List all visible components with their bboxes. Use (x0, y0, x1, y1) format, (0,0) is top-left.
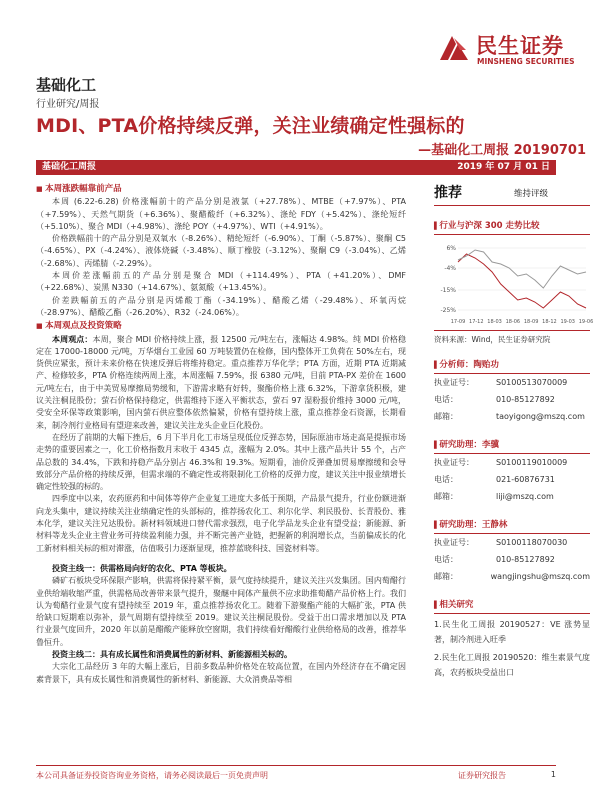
series-line-0 (458, 254, 586, 308)
contact-value: S0100118070030 (496, 538, 568, 547)
contact-row (434, 534, 590, 551)
contact-row (434, 454, 590, 471)
contact-value: 021-60876731 (496, 475, 555, 484)
paragraph: 在经历了前期的大幅下挫后，6 月下半月化工市场呈现低位反弹态势，国际原油市场走高是提振市场走势的重要因素之一，化工价格指数月末收于 4345 点，涨幅为 2.0%。其中上涨产品共计 55 个，占产品总数的 34.4%，下跌和持稳产品分别占 46.3%和 19.3%。短期看，油价反弹叠加贸易摩擦缓和会导致部分产品价格的持续反弹，但需求端的不确定性或将限制化工价格的反弹力度，建议关注中报业绩增长确定性较强的标的。 (36, 432, 406, 492)
contact-key: 电话： (434, 475, 458, 484)
paragraph: 大宗化工品经历 3 年的大幅上涨后，目前多数品种价格处在较高位置，在国内外经济存在不确定因素背景下，具有成长属性和消费属性的新材料、新能源、大众消费品等相 (36, 662, 406, 684)
contact-key: 执业证号： (434, 458, 474, 467)
paragraph: 本周 (6.22-6.28) 价格涨幅前十的产品分别是液氯（+27.78%）、MTBE（+7.97%）、PTA（+7.59%）、天然气期货（+6.36%）、聚醋酸纤（+6.32%）、涤纶 FDY（+5.42%）、涤纶短纤（+5.10%）、聚合 MDI（+4.98%）、涤纶 POY（+4.97%）、WTI（+4.91%）。 (36, 197, 406, 231)
series-line-1 (458, 250, 586, 288)
researcher-heading: ▌ 研究助理：李骥 (434, 435, 590, 454)
x-tick-label: 18-09 (523, 319, 539, 325)
x-tick-label: 18-12 (542, 319, 557, 325)
contact-key: 电话： (434, 555, 458, 564)
contact-row (434, 408, 590, 425)
researcher-heading: ▌ 研究助理：王静林 (434, 515, 590, 534)
sidebar (434, 182, 594, 680)
paragraph: 本周价差涨幅前五的产品分别是聚合 MDI（+114.49%）、PTA（+41.20%）、DMF（+22.68%）、炭黑 N330（+14.67%）、氨氮酸（+13.45%）。 (36, 271, 406, 293)
contact-value: wangjingshu@mszq.com (490, 572, 590, 581)
x-tick-label: 19-03 (560, 319, 575, 325)
y-tick-label: 6% (446, 245, 456, 252)
contact-row (434, 488, 590, 505)
investment-theme: 投资主线一：供需格局向好的农化、PTA 等板块。 (52, 563, 232, 573)
paragraph: 价差跌幅前五的产品分别是丙烯酸丁酯（-34.19%）、醋酸乙烯（-29.48%）、环氧丙烷（-28.97%）、醋酸乙酯（-26.20%）、R32（-24.06%）。 (36, 295, 406, 317)
contact-key: 电话： (434, 395, 458, 404)
contact-value: S0100119010009 (496, 458, 568, 467)
brand-name-en: MINSHENG SECURITIES (477, 57, 575, 66)
section-heading: ■ 本周涨跌幅靠前产品 (36, 183, 406, 195)
paragraph (36, 334, 406, 432)
brand-name-cn: 民生证券 (476, 34, 564, 58)
paragraph-text: 本周，聚合 MDI 价格持续上涨，报 12500 元/吨左右，涨幅达 4.98%。纯 MDI 价格稳定在 17000-18000 元/吨，万华烟台工业园 60 万吨装置仍在检修，国内整体开工负荷在 50%左右，现货供应紧张，预计未来价格在快速反弹后将维持稳定。重点推荐万华化学；PTA 方面，近期 PTA 近期减产、检修较多，PTA 价格连续两周上涨，本周涨幅 7.59%，报 6380 元/吨，目前 PTA-PX 差价在 1600 元/吨左右，由于中美贸易摩擦局势缓和，下游需求略有好转，聚酯价格上涨 6.32%，下游拿货积极，建议关注桐昆股份；萤石价格保持稳定，供需维持下逐入平衡状态，萤石 97 湿粉报价维持 3000 元/吨，受安全环保等政策影响，国内萤石供应整体依然偏紧，价格有望持续上涨，重点推荐金石资源，长期看来，制冷剂行业格局有望迎来改善，建议关注龙头企业巨化股份。 (36, 334, 407, 430)
rating-label: 维持评级 (514, 189, 549, 199)
contact-row (434, 374, 590, 391)
recommend-label: 推荐 (434, 185, 462, 201)
analyst-heading: ▌ 分析师：陶贻功 (434, 355, 590, 374)
report-type: 行业研究/周报 (36, 99, 100, 110)
contact-value: S0100513070009 (496, 378, 568, 387)
y-tick-label: -15% (440, 287, 456, 294)
contact-value: taoyigong@mszq.com (496, 412, 585, 421)
minsheng-logo-icon (436, 30, 472, 66)
footer (36, 770, 556, 781)
related-report: 2.民生化工周报 20190520：维生素景气度高，农药板块受益出口 (434, 653, 590, 677)
y-tick-label: -25% (440, 307, 456, 314)
paragraph: 价格跌幅前十的产品分别是双氧水（-8.26%）、精纶短纤（-6.90%）、丁酮（-5.87%）、聚酮 C5（-4.65%）、PX（-4.24%）、液体烧碱（-3.48%）、顺丁橡胶（-3.12%）、聚酮 C9（-3.04%）、乙烯（-2.68%）、丙烯腈（-2.29%）。 (36, 234, 406, 268)
related-report: 1.民生化工周报 20190527：VE 涨势显著，制冷剂进入旺季 (434, 620, 590, 644)
main-content (36, 182, 406, 686)
paragraph: 磷矿石板块受环保限产影响，供需将保持紧平衡，景气度持续提升，建议关注兴发集团。国内萄醋行业供给端收缩严重，供需格局改善带来景气提升，聚醚中间体产量供不应求助推萄醋产品价格上行。我们认为萄醋行业景气度有望持续至 2019 年，重点推荐扬农化工。随着下游聚酯产能的大幅扩张，PTA 供给缺口短期难以弥补，景气周期有望持续至 2019。建议关注桐昆股份。受益于出口需求增加以及 PTA 行业景气度回升，2020 年以前是醋酸产能释放空窗期，我们持续看好醋酸行业供给格局的改善，推荐华鲁恒升。 (36, 576, 406, 647)
contact-value: liji@mszq.com (496, 492, 554, 501)
page-number: 1 (550, 770, 556, 779)
contact-value: 010-85127892 (496, 555, 555, 564)
page-subtitle: —基础化工周报 20190701 (418, 143, 586, 158)
section-band (36, 160, 556, 175)
contact-key: 邮箱： (434, 492, 458, 501)
chart-source: 资料来源：Wind，民生证券研究院 (434, 335, 551, 344)
contact-key: 邮箱： (434, 572, 458, 581)
x-tick-label: 17-12 (469, 319, 484, 325)
related-heading: ▌ 相关研究 (434, 595, 590, 614)
chart-heading: ▌ 行业与沪深 300 走势比较 (434, 216, 590, 235)
contact-value: 010-85127892 (496, 395, 555, 404)
x-tick-label: 19-06 (578, 319, 594, 325)
trend-chart (434, 238, 594, 331)
contact-row (434, 551, 590, 568)
brand-logo (436, 30, 596, 74)
x-tick-label: 17-09 (450, 319, 466, 325)
contact-key: 执业证号： (434, 538, 474, 547)
footer-disclaimer: 本公司具备证券投资咨询业务资格，请务必阅读最后一页免责声明 (36, 771, 268, 780)
page-title: MDI、PTA价格持续反弹，关注业绩确定性强标的 (36, 115, 465, 137)
contact-row (434, 568, 590, 585)
contact-row (434, 471, 590, 488)
contact-key: 邮箱： (434, 412, 458, 421)
investment-theme: 投资主线二：具有成长属性和消费属性的新材料、新能源相关标的。 (52, 649, 292, 659)
contact-key: 执业证号： (434, 378, 474, 387)
x-tick-label: 18-03 (487, 319, 502, 325)
trend-chart-svg (434, 238, 594, 328)
report-date: 2019 年 07 月 01 日 (457, 162, 550, 172)
band-label: 基础化工周报 (42, 162, 97, 172)
x-tick-label: 18-06 (505, 319, 521, 325)
paragraph: 四季度中以来，农药原药和中间体等停产企业复工进度大多低于预期，产品景气提升，行业份额进渐向龙头集中，建议持续关注业绩确定性的头部标的，推荐扬农化工、利尔化学、利民股份、长青股份、雅本化学，建议关注兄达股份。新材料领域进口替代需求强烈，电子化学品龙头企业有望受益；新能源、新材料等龙头企业主营业务可持续盈利能力强，并不断完善产业链，把握新的利润增长点，当前偏成长的化工新材料相关标的相对滞涨，估值吸引力逐渐显现，推荐蓝晓科技、国瓷材料等。 (36, 494, 406, 553)
paragraph-lead: 本周观点： (52, 334, 93, 344)
y-tick-label: -4% (444, 265, 456, 272)
section-heading: ■ 本周观点及投资策略 (36, 320, 406, 332)
industry-label: 基础化工 (36, 76, 97, 94)
contact-row (434, 391, 590, 408)
footer-publisher: 证券研究报告 (458, 771, 506, 780)
